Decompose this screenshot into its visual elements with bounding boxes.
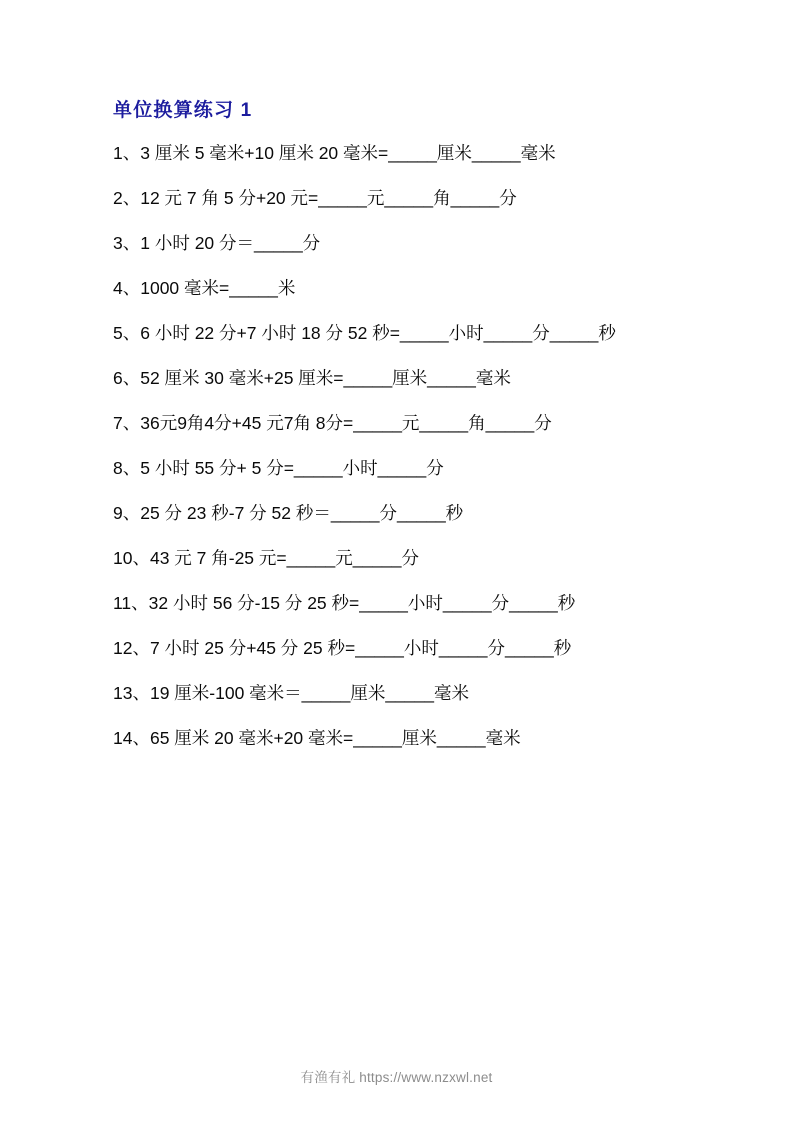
question-item-4: 4、1000 毫米=_____米 xyxy=(113,278,296,298)
question-item-9: 9、25 分 23 秒-7 分 52 秒＝_____分_____秒 xyxy=(113,503,464,523)
footer-watermark: 有渔有礼 https://www.nzxwl.net xyxy=(300,1070,493,1085)
question-item-12: 12、7 小时 25 分+45 分 25 秒=_____小时_____分_____秒 xyxy=(113,638,572,658)
question-item-10: 10、43 元 7 角-25 元=_____元_____分 xyxy=(113,548,419,568)
worksheet-content xyxy=(113,96,683,757)
question-list xyxy=(113,135,683,757)
question-item-1: 1、3 厘米 5 毫米+10 厘米 20 毫米=_____厘米_____毫米 xyxy=(113,143,556,163)
question-item-13: 13、19 厘米-100 毫米＝_____厘米_____毫米 xyxy=(113,683,470,703)
question-item-11: 11、32 小时 56 分-15 分 25 秒=_____小时_____分_____秒 xyxy=(113,593,576,613)
question-item-14: 14、65 厘米 20 毫米+20 毫米=_____厘米_____毫米 xyxy=(113,728,521,748)
question-item-6: 6、52 厘米 30 毫米+25 厘米=_____厘米_____毫米 xyxy=(113,368,511,388)
question-item-3: 3、1 小时 20 分＝_____分 xyxy=(113,233,321,253)
question-item-7: 7、36元9角4分+45 元7角 8分=_____元_____角_____分 xyxy=(113,413,552,433)
page-title: 单位换算练习 1 xyxy=(113,100,253,121)
question-item-2: 2、12 元 7 角 5 分+20 元=_____元_____角_____分 xyxy=(113,188,517,208)
question-item-5: 5、6 小时 22 分+7 小时 18 分 52 秒=_____小时_____分_____秒 xyxy=(113,323,616,343)
question-item-8: 8、5 小时 55 分+ 5 分=_____小时_____分 xyxy=(113,458,444,478)
